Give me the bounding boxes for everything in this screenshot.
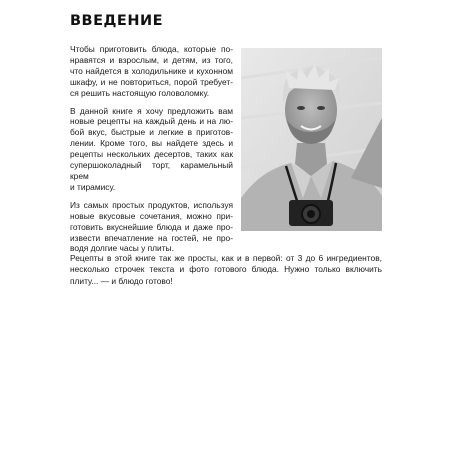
text-line: шкафу, и не повториться, порой требует- [70,76,233,87]
text-line: плиту... — и блюдо готово! [70,275,173,286]
text-line: что найдется в холодильнике и кухонном [70,65,233,76]
text-line: Из самых простых продуктов, используя [70,199,233,210]
portrait-illustration [241,48,382,231]
closing-paragraph [70,253,382,287]
text-line: Рецепты в этой книге так же просты, как и в первой: от 3 до 6 ингредиентов, [70,253,382,263]
text-line: бой вкус, быстрые и легкие в приготов- [70,127,233,138]
text-line: лении. Кроме того, вы найдете здесь и [70,138,233,149]
text-line: извести впечатление на гостей, не про- [70,232,233,243]
text-line: В данной книге я хочу предложить вам [70,105,233,116]
text-line: супершоколадный торт, карамельный крем [70,160,233,181]
text-line: несколько строчек текста и фото готового блюда. Нужно только включить [70,264,382,275]
text-line: водя долгие часы у плиты. [70,243,174,254]
intro-text [70,44,233,261]
text-line: рецепты нескольких десертов, таких как [70,149,233,160]
page-title: ВВЕДЕНИЕ [70,13,164,29]
text-line: ся решить настоящую головоломку. [70,87,210,98]
text-line: новые вкусовые сочетания, можно при- [70,210,233,221]
text-line: нравятся и взрослым, и детям, из того, [70,54,233,65]
paragraph-2 [70,106,233,193]
text-line: и тирамису. [70,181,116,192]
paragraph-1 [70,44,233,99]
author-photo [241,48,382,231]
text-line: новые рецепты на каждый день и на лю- [70,116,233,127]
text-line: Чтобы приготовить блюда, которые по- [70,44,233,54]
text-line: готовить вкуснейшие блюда и даже про- [70,221,233,232]
paragraph-3 [70,200,233,255]
